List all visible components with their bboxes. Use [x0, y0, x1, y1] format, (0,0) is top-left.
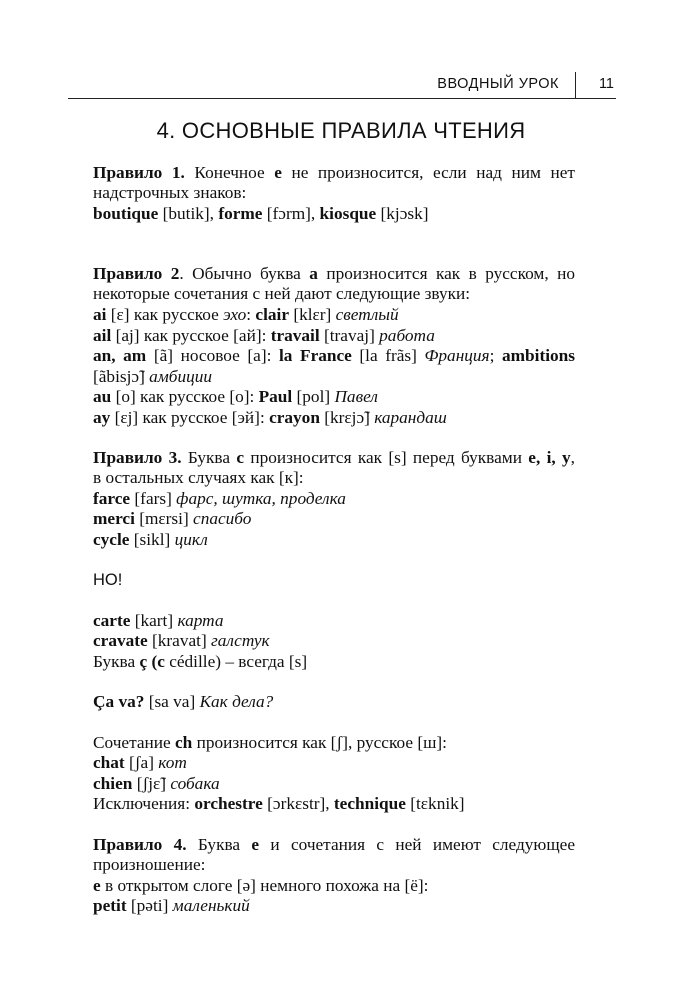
- example-word: chat: [93, 753, 125, 772]
- term: au: [93, 387, 112, 406]
- term: e: [93, 876, 101, 895]
- rule3-chien: [93, 774, 575, 794]
- text: (: [147, 652, 158, 671]
- text: произносится как в русском, но: [317, 264, 575, 283]
- example-word: farce: [93, 489, 131, 508]
- rule3-cava: [93, 692, 575, 712]
- term: ch: [175, 733, 193, 752]
- term: ay: [93, 408, 111, 427]
- text: ;: [489, 346, 502, 365]
- transcription: [pəti]: [126, 896, 173, 915]
- transcription: [ʃjɛ̃]: [132, 774, 171, 793]
- example-word: orchestre: [194, 794, 263, 813]
- transcription: [sa va]: [144, 692, 200, 711]
- rule3-exceptions: [93, 794, 575, 814]
- transcription: [ɔrkɛstr],: [262, 794, 334, 813]
- example-word: travail: [270, 326, 320, 345]
- example-word: ambitions: [502, 346, 575, 365]
- transcription: [fɔrm],: [262, 204, 320, 223]
- header-divider: [575, 72, 576, 98]
- section-title: ВВОДНЫЙ УРОК: [437, 76, 559, 92]
- rule3-label: Правило 3.: [93, 448, 182, 467]
- rule3-but: НО!: [93, 571, 123, 589]
- text: в открытом слоге [ə] немного похожа на [ё]:: [100, 876, 429, 895]
- translation: кот: [158, 753, 187, 772]
- example-word: petit: [93, 896, 127, 915]
- chapter-title: 4. ОСНОВНЫЕ ПРАВИЛА ЧТЕНИЯ: [156, 118, 526, 143]
- rule2-line2: некоторые сочетания с ней дают следующие звуки:: [93, 284, 471, 303]
- rule3-cycle: [93, 530, 575, 550]
- rule2-ambitions: [93, 367, 575, 387]
- term: a: [309, 264, 318, 283]
- example-word: cravate: [93, 631, 148, 650]
- term: ai: [93, 305, 107, 324]
- rule2-label: Правило 2: [93, 264, 180, 283]
- translation: работа: [379, 326, 435, 345]
- transcription: [butik],: [158, 204, 219, 223]
- transcription: [mɛrsi]: [134, 509, 194, 528]
- translation: галстук: [211, 631, 270, 650]
- example-word: crayon: [269, 408, 320, 427]
- example-word: chien: [93, 774, 133, 793]
- translation: фарс, шутка, проделка: [176, 489, 346, 508]
- text: :: [246, 305, 256, 324]
- translation: светлый: [335, 305, 399, 324]
- rule4-open-syllable: [93, 876, 575, 896]
- text: Конечное: [184, 163, 275, 182]
- rule3-cravate: [93, 631, 575, 651]
- rule1-line2: надстрочных знаков:: [93, 183, 247, 202]
- term: e, i, y: [528, 448, 571, 467]
- rule2-ay: [93, 408, 575, 428]
- transcription: [pol]: [292, 387, 335, 406]
- term: e: [274, 163, 282, 182]
- rule4-petit: [93, 896, 575, 916]
- transcription: [ãbisjɔ̃]: [93, 367, 150, 386]
- text: [ɛ] как русское: [106, 305, 224, 324]
- translation: спасибо: [193, 509, 252, 528]
- transcription: [la frãs]: [351, 346, 425, 365]
- example-word: cycle: [93, 530, 130, 549]
- rule2-ail: [93, 326, 575, 346]
- text: произносится как [ʃ], русское [ш]:: [192, 733, 447, 752]
- text: [ã] носовое [а]:: [146, 346, 279, 365]
- rule2-line1: [93, 264, 575, 284]
- transcription: [tɛknik]: [405, 794, 465, 813]
- text: . Обычно буква: [179, 264, 310, 283]
- rule3-merci: [93, 509, 575, 529]
- term: c: [157, 652, 165, 671]
- rule1-examples: [93, 204, 575, 224]
- term: ail: [93, 326, 112, 345]
- rule4-label: Правило 4.: [93, 835, 187, 854]
- text: и сочетания с ней имеют следующее: [259, 835, 575, 854]
- rule3-carte: [93, 611, 575, 631]
- example-word: carte: [93, 611, 131, 630]
- term: c: [236, 448, 245, 467]
- translation: карта: [177, 611, 224, 630]
- term: ç: [139, 652, 148, 671]
- translation: Как дела?: [199, 692, 274, 711]
- example-word: boutique: [93, 204, 159, 223]
- text: [o] как русское [о]:: [111, 387, 259, 406]
- rule1-label: Правило 1.: [93, 163, 185, 182]
- rule2-ai: [93, 305, 575, 325]
- translation: карандаш: [374, 408, 447, 427]
- rule3-cedille: [93, 652, 575, 672]
- text: Буква: [93, 652, 140, 671]
- text: Буква: [186, 835, 252, 854]
- text: Сочетание: [93, 733, 176, 752]
- example-word: merci: [93, 509, 135, 528]
- text: произносится как [s] перед буквами: [244, 448, 529, 467]
- transcription: [krɛjɔ̃]: [319, 408, 375, 427]
- translation: цикл: [174, 530, 208, 549]
- text: ,: [570, 448, 575, 467]
- transcription: [travaj]: [319, 326, 380, 345]
- transcription: [fars]: [130, 489, 177, 508]
- rule3-line1: [93, 448, 575, 468]
- page-number: 11: [598, 76, 614, 92]
- text: не произносится, если над ним нет: [281, 163, 575, 182]
- transcription: [kjɔsk]: [376, 204, 429, 223]
- translation: амбиции: [149, 367, 213, 386]
- transcription: [kart]: [130, 611, 178, 630]
- rule4-line2: произношение:: [93, 855, 206, 874]
- rule2-au: [93, 387, 575, 407]
- rule2-an: [93, 346, 575, 366]
- translation: Павел: [334, 387, 378, 406]
- translation: собака: [170, 774, 220, 793]
- rule3-line2: в остальных случаях как [к]:: [93, 468, 304, 487]
- rule3-chat: [93, 753, 575, 773]
- transcription: [klɛr]: [289, 305, 336, 324]
- transcription: [sikl]: [129, 530, 175, 549]
- example-word: Paul: [258, 387, 293, 406]
- running-header: [68, 72, 616, 99]
- translation: маленький: [172, 896, 250, 915]
- example-word: clair: [255, 305, 290, 324]
- translation: Франция: [424, 346, 490, 365]
- example-word: technique: [333, 794, 406, 813]
- rule4-line1: [93, 835, 575, 855]
- translation: эхо: [223, 305, 247, 324]
- text: Исключения:: [93, 794, 195, 813]
- text: [aj] как русское [ай]:: [111, 326, 271, 345]
- rule3-ch: [93, 733, 575, 753]
- text: [ɛj] как русское [эй]:: [110, 408, 270, 427]
- text: cédille) – всегда [s]: [164, 652, 308, 671]
- transcription: [ʃa]: [124, 753, 159, 772]
- example-word: Ça va?: [93, 692, 145, 711]
- example-word: la France: [278, 346, 352, 365]
- term: an, am: [93, 346, 147, 365]
- rule1-line1: [93, 163, 575, 183]
- term: e: [251, 835, 260, 854]
- example-word: forme: [218, 204, 263, 223]
- text: Буква: [181, 448, 237, 467]
- example-word: kiosque: [319, 204, 377, 223]
- rule3-farce: [93, 489, 575, 509]
- transcription: [kravat]: [147, 631, 212, 650]
